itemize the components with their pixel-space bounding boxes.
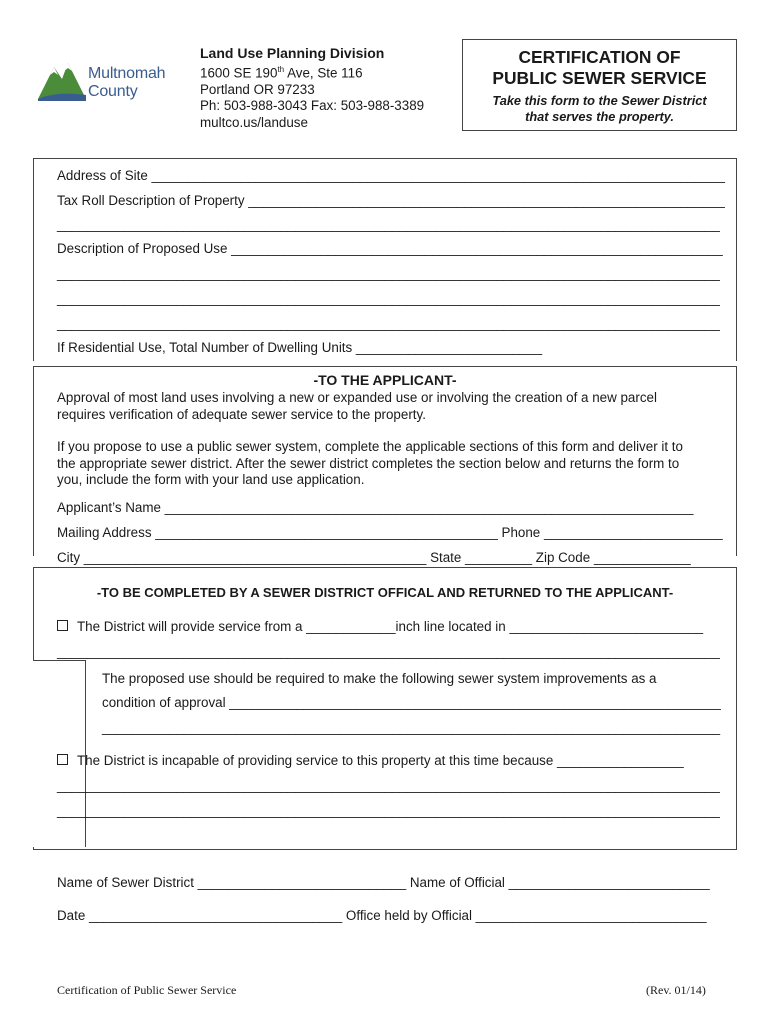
date-office-field[interactable]: Date __________________________________ Office held by Official _______________________________ <box>57 908 707 923</box>
incapable-blank-line-2[interactable]: _________________________________________________________________________________________ <box>57 803 720 818</box>
form-title-line1: CERTIFICATION OF <box>518 47 681 67</box>
applicant-section-title: -TO THE APPLICANT- <box>313 372 457 388</box>
condition-of-approval-field[interactable]: condition of approval __________________________________________________________________ <box>102 695 721 710</box>
division-name: Land Use Planning Division <box>200 45 385 61</box>
dwelling-units-field[interactable]: If Residential Use, Total Number of Dwelling Units _________________________ <box>57 340 543 355</box>
proposed-use-blank-line-2[interactable]: _________________________________________________________________________________________ <box>57 291 720 306</box>
certification-title-box <box>462 39 737 131</box>
form-note-line2: that serves the property. <box>525 109 674 124</box>
provide-service-checkbox[interactable] <box>57 620 68 631</box>
option-incapable[interactable]: The District is incapable of providing service to this property at this time because _________________ <box>57 753 684 769</box>
form-note-line1: Take this form to the Sewer District <box>492 93 707 108</box>
incapable-blank-line-1[interactable]: _________________________________________________________________________________________ <box>57 778 720 793</box>
form-title-line2: PUBLIC SEWER SERVICE <box>492 68 707 88</box>
improvements-text: The proposed use should be required to make the following sewer system improvements as a <box>102 671 657 686</box>
city-state-zip-field[interactable]: City ______________________________________________ State _________ Zip Code _____________ <box>57 550 691 565</box>
address-of-site-field[interactable]: Address of Site _____________________________________________________________________________ <box>57 168 725 183</box>
district-name-official-field[interactable]: Name of Sewer District ____________________________ Name of Official ___________________________ <box>57 875 710 890</box>
option-provide-service[interactable]: The District will provide service from a ____________inch line located in __________________________ <box>57 619 703 635</box>
footer-form-name: Certification of Public Sewer Service <box>57 983 237 997</box>
improvements-blank-line[interactable]: ___________________________________________________________________________________ <box>102 720 721 735</box>
mailing-address-phone-field[interactable]: Mailing Address ______________________________________________ Phone ________________________ <box>57 525 723 540</box>
district-section-title: -TO BE COMPLETED BY A SEWER DISTRICT OFFICAL AND RETURNED TO THE APPLICANT- <box>96 585 674 600</box>
division-phone: Ph: 503-988-3043 Fax: 503-988-3389 <box>200 98 425 114</box>
tax-roll-blank-line[interactable]: _________________________________________________________________________________________ <box>57 217 720 232</box>
applicant-paragraph-2: If you propose to use a public sewer system, complete the applicable sections of this form and deliver it to the appropriate sewer district. After the sewer district completes the section below and returns the form to you, include the form with your land use application. <box>57 439 683 488</box>
logo-text-line1: Multnomah <box>88 65 166 82</box>
tax-roll-field[interactable]: Tax Roll Description of Property ________________________________________________________________ <box>57 193 725 208</box>
proposed-use-blank-line-3[interactable]: _________________________________________________________________________________________ <box>57 316 720 331</box>
applicant-paragraph-1: Approval of most land uses involving a new or expanded use or involving the creation of a new parcel requires verification of adequate sewer service to the property. <box>57 390 657 422</box>
footer-revision: (Rev. 01/14) <box>646 983 706 997</box>
division-address1: 1600 SE 190th Ave, Ste 116 <box>200 64 363 81</box>
county-logo <box>36 57 186 105</box>
proposed-use-field[interactable]: Description of Proposed Use __________________________________________________________________ <box>57 241 723 256</box>
logo-text-line2: County <box>88 83 138 100</box>
incapable-checkbox[interactable] <box>57 754 68 765</box>
division-address2: Portland OR 97233 <box>200 81 315 97</box>
mountain-logo-icon <box>36 59 88 105</box>
proposed-use-blank-line-1[interactable]: _________________________________________________________________________________________ <box>57 266 720 281</box>
department-info <box>200 45 424 131</box>
provide-service-blank-line[interactable]: _________________________________________________________________________________________ <box>57 644 720 659</box>
applicant-name-field[interactable]: Applicant’s Name _______________________________________________________________________ <box>57 500 694 515</box>
division-web: multco.us/landuse <box>200 114 308 130</box>
